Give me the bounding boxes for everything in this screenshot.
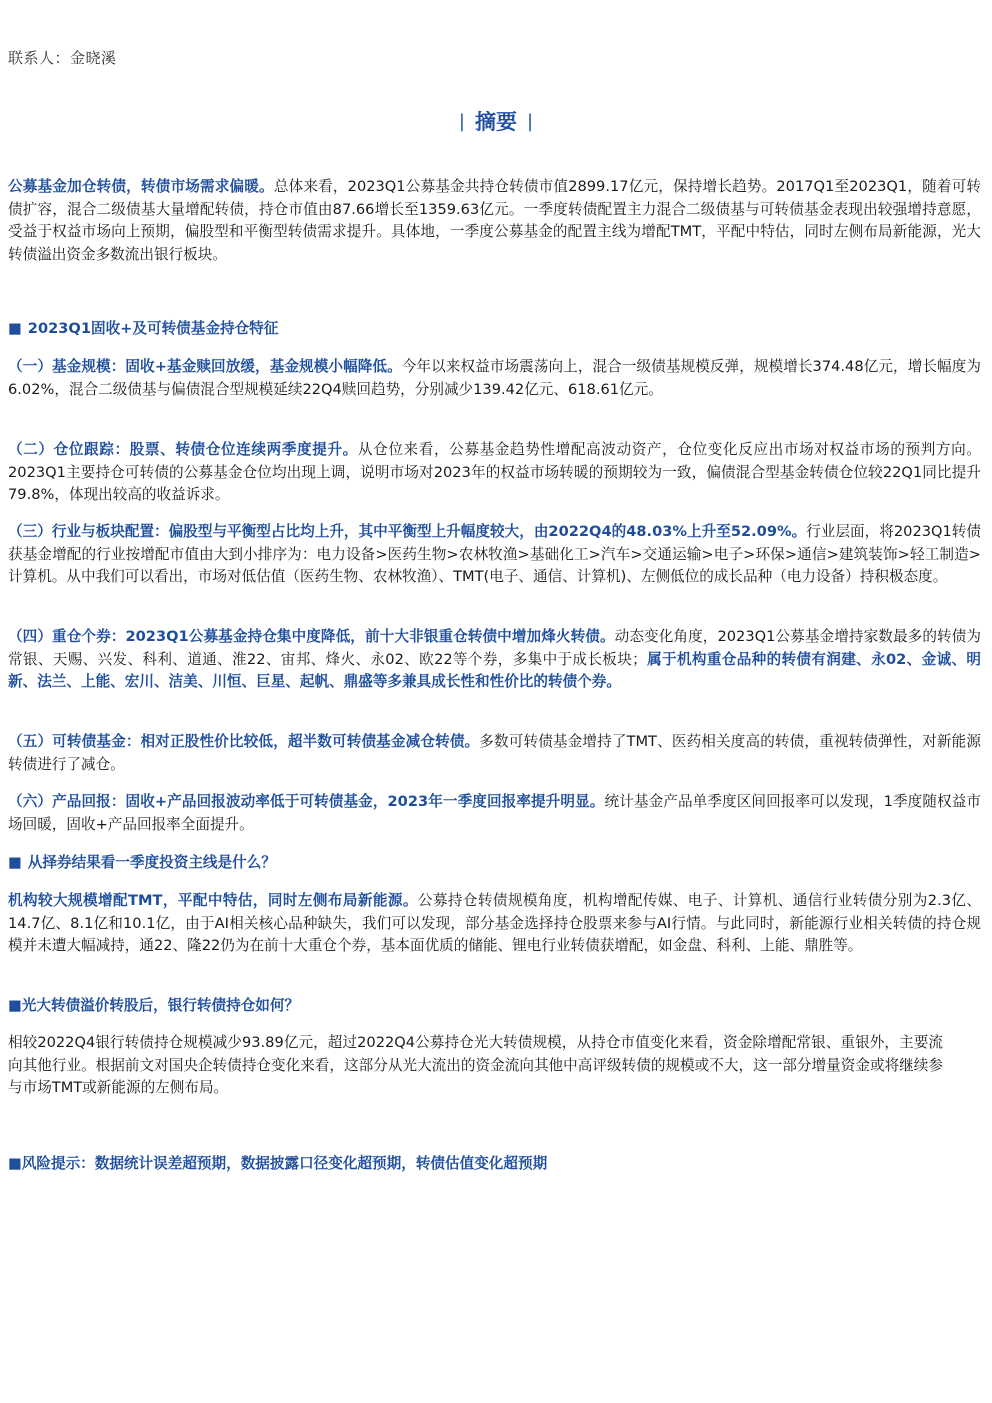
square-bullet-icon: ■ (8, 320, 22, 337)
item-text: 行业层面，将2023Q1转债获基金增配的行业按增配市值由大到小排序为：电力设备>医药生物>农林牧渔>基础化工>汽车>交通运输>电子>环保>通信>建筑装饰>轻工制造>计算机。从中我们可以看出，市场对低估值（医药生物、农林牧渔）、TMT(电子、通信、计算机)、左侧低位的成长品种（电力设备）持积极态度。 (8, 523, 981, 585)
section-heading-holdings (8, 318, 981, 340)
square-bullet-icon: ■ (8, 854, 22, 871)
item-industry-allocation (8, 521, 981, 589)
section-heading-investment-theme (8, 852, 981, 874)
item-position-tracking (8, 439, 981, 507)
summary-paragraph (8, 176, 981, 266)
contact-person: 联系人：金晓溪 (8, 49, 117, 67)
item-tail-highlight: 属于机构重仓品种的转债有润建、永02、金诚、明新、法兰、上能、宏川、洁美、川恒、巨星、起帆、鼎盛等多兼具成长性和性价比的转债个券。 (8, 650, 981, 690)
investment-theme-paragraph (8, 890, 981, 958)
item-lead: （一）基金规模：固收+基金赎回放缓，基金规模小幅降低。 (8, 358, 402, 375)
item-lead: （六）产品回报：固收+产品回报波动率低于可转债基金，2023年一季度回报率提升明显。 (8, 793, 605, 810)
summary-text: 总体来看，2023Q1公募基金共持仓转债市值2899.17亿元，保持增长趋势。2017Q1至2023Q1，随着可转债扩容，混合二级债基大量增配转债，持仓市值由87.66增长至1359.63亿元。一季度转债配置主力混合二级债基与可转债基金表现出较强增持意愿，受益于权益市场向上预期，偏股型和平衡型转债需求提升。具体地，一季度公募基金的配置主线为增配TMT，平配中特估，同时左侧布局新能源，光大转债溢出资金多数流出银行板块。 (8, 178, 981, 263)
item-top-holdings (8, 626, 981, 694)
item-text: 从仓位来看，公募基金趋势性增配高波动资产，仓位变化反应出市场对权益市场的预判方向。2023Q1主要持仓可转债的公募基金仓位均出现上调，说明市场对2023年的权益市场转暖的预期较为一致，偏债混合型基金转债仓位较22Q1同比提升79.8%，体现出较高的收益诉求。 (8, 441, 981, 503)
item-text: 统计基金产品单季度区间回报率可以发现，1季度随权益市场回暖，固收+产品回报率全面提升。 (8, 793, 981, 833)
section-title: 从择券结果看一季度投资主线是什么？ (27, 854, 276, 871)
section-heading-bank-convertibles (8, 995, 981, 1017)
item-text: 动态变化角度，2023Q1公募基金增持家数最多的转债为常银、天赐、兴发、科利、道通、淮22、宙邦、烽火、永02、欧22等个券，多集中于成长板块； (8, 628, 981, 668)
theme-lead: 机构较大规模增配TMT，平配中特估，同时左侧布局新能源。 (8, 892, 418, 909)
theme-text: 公募持仓转债规模角度，机构增配传媒、电子、计算机、通信行业转债分别为2.3亿、14.7亿、8.1亿和10.1亿，由于AI相关核心品种缺失，我们可以发现，部分基金选择持仓股票来参与AI行情。与此同时，新能源行业相关转债的持仓规模并未遭大幅减持，通22、隆22仍为在前十大重仓个券，基本面优质的储能、锂电行业转债获增配，如金盘、科利、上能、鼎胜等。 (8, 892, 982, 954)
bank-convertibles-paragraph (8, 1032, 943, 1100)
item-text: 多数可转债基金增持了TMT、医药相关度高的转债，重视转债弹性，对新能源转债进行了减仓。 (8, 733, 981, 773)
item-text: 今年以来权益市场震荡向上，混合一级债基规模反弹，规模增长374.48亿元，增长幅度为6.02%，混合二级债基与偏债混合型规模延续22Q4赎回趋势，分别减少139.42亿元、618.61亿元。 (8, 358, 981, 398)
title-bar-left-icon: | (458, 111, 465, 132)
summary-lead: 公募基金加仓转债，转债市场需求偏暖。 (8, 178, 274, 195)
risk-title: 风险提示：数据统计误差超预期，数据披露口径变化超预期，转债估值变化超预期 (21, 1155, 548, 1172)
abstract-title-text: 摘要 (475, 110, 517, 134)
section-title: 2023Q1固收+及可转债基金持仓特征 (27, 320, 279, 337)
item-lead: （五）可转债基金：相对正股性价比较低，超半数可转债基金减仓转债。 (8, 733, 480, 750)
item-product-returns (8, 791, 981, 836)
bank-text: 相较2022Q4银行转债持仓规模减少93.89亿元，超过2022Q4公募持仓光大转债规模，从持仓市值变化来看，资金除增配常银、重银外，主要流向其他行业。根据前文对国央企转债持仓变化来看，这部分从光大流出的资金流向其他中高评级转债的规模或不大，这一部分增量资金或将继续参与市场TMT或新能源的左侧布局。 (8, 1034, 943, 1096)
risk-warning (8, 1153, 981, 1175)
item-lead: （四）重仓个券：2023Q1公募基金持仓集中度降低，前十大非银重仓转债中增加烽火转债。 (8, 628, 615, 645)
section-title: 光大转债溢价转股后，银行转债持仓如何？ (21, 997, 300, 1014)
item-lead: （三）行业与板块配置：偏股型与平衡型占比均上升，其中平衡型上升幅度较大，由2022Q4的48.03%上升至52.09%。 (8, 523, 807, 540)
item-fund-scale (8, 356, 981, 401)
abstract-heading (0, 106, 992, 136)
square-bullet-icon: ■ (8, 1155, 22, 1172)
title-bar-right-icon: | (527, 111, 534, 132)
square-bullet-icon: ■ (8, 997, 22, 1014)
item-lead: （二）仓位跟踪：股票、转债仓位连续两季度提升。 (8, 441, 358, 458)
item-convertible-funds (8, 731, 981, 776)
